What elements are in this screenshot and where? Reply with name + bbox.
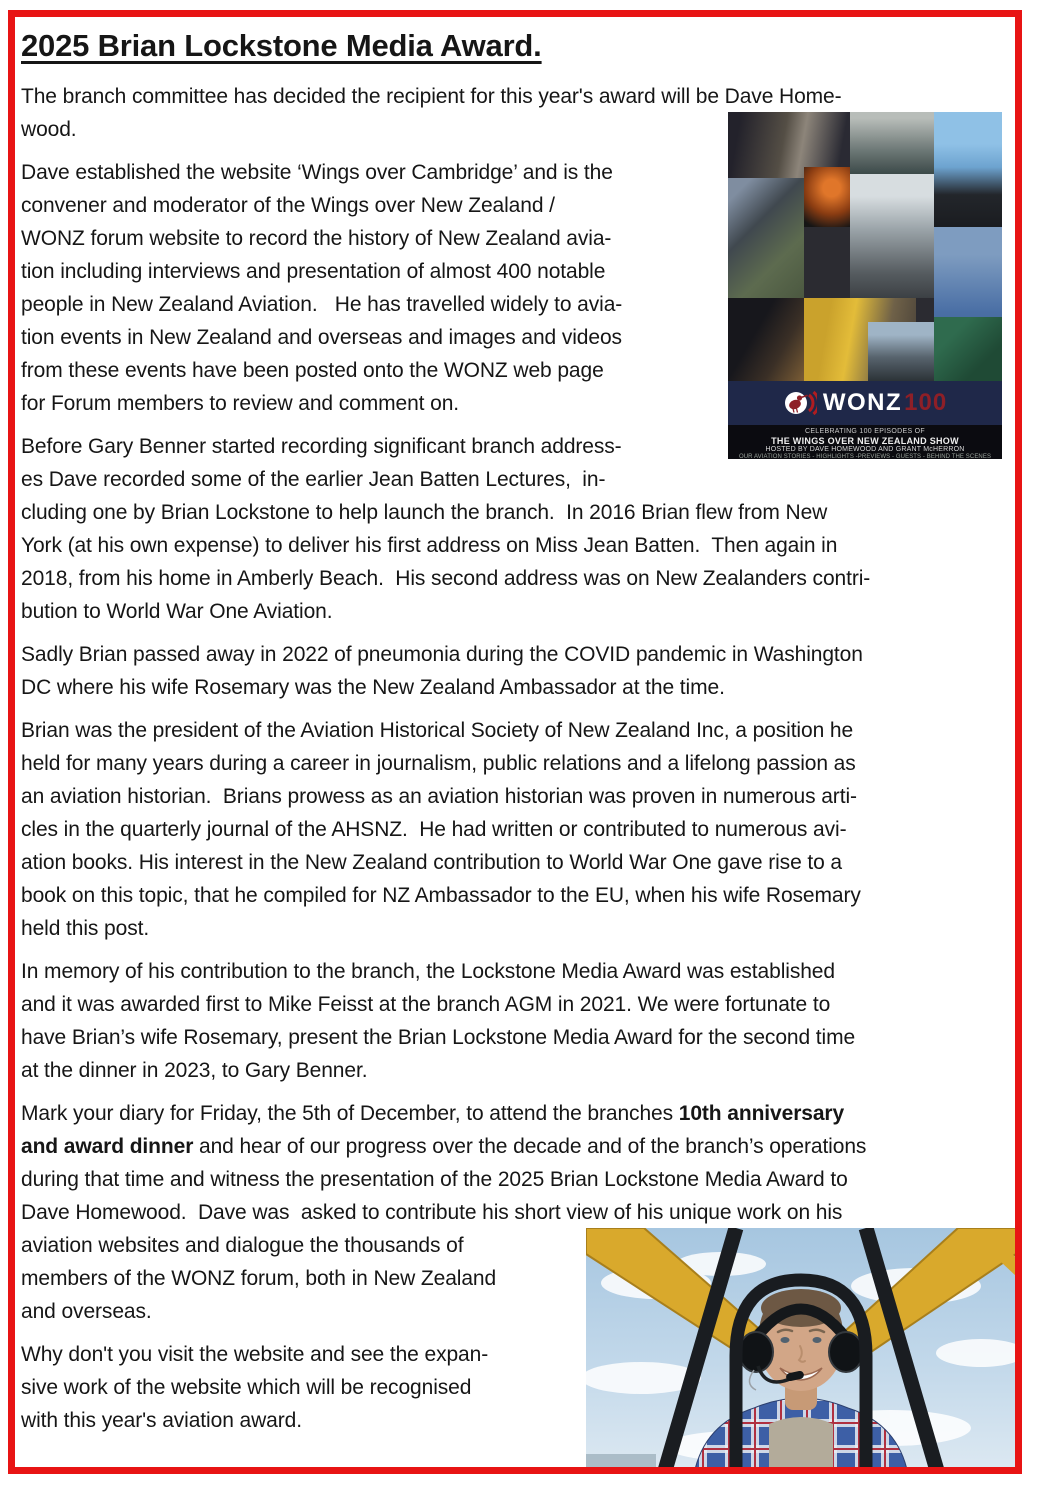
- banner-caption-line: CELEBRATING 100 EPISODES OF: [804, 428, 925, 435]
- collage-tile: [728, 178, 804, 298]
- paragraph: In memory of his contribution to the branch, the Lockstone Media Award was established and it was awarded first to Mike Feisst at the branch AGM in 2021. We were fortunate to have Brian’s wife Rosemary, present the Brian Lockstone Media Award for the second time at the dinner in 2023, to Gary Benner.: [21, 960, 856, 1082]
- wonz-brand-text: WONZ: [822, 389, 903, 416]
- collage-figure: [728, 112, 1002, 459]
- wonz-brand-number: 100: [904, 389, 948, 416]
- banner-caption-line: THE WINGS OVER NEW ZEALAND SHOW: [771, 436, 959, 446]
- wonz-logo-strip: [728, 381, 1002, 425]
- paragraph: Brian was the president of the Aviation Historical Society of New Zealand Inc, a position he held for many years during a career in journalism, public relations and a lifelong passion as an aviation historian. Brians prowess as an aviation historian was proven in numerous arti- cles in the quarterly journal of the AHSNZ. He had written or contributed to numerous avi- ation books. His interest in the New Zealand contribution to World War One gave rise to a book on this topic, that he compiled for NZ Ambassador to the EU, when his wife Rosemary held this post.: [21, 719, 861, 940]
- collage-tile: [850, 174, 934, 298]
- collage-tile: [934, 112, 1002, 227]
- paragraph: Dave established the website ‘Wings over Cambridge’ and is the convener and moderator of the Wings over New Zealand / WONZ forum website to record the history of New Zealand avia- tion including interviews and presentation of almost 400 notable people in New Zealand Aviation. He has travelled widely to avia- tion events in New Zealand and overseas and images and videos from these events have been posted onto the WONZ web page for Forum members to review and comment on.: [21, 161, 623, 415]
- paragraph: The branch committee has decided the recipient for this year's award will be Dave Home- wood.: [21, 85, 842, 141]
- kiwi-radio-icon: [783, 388, 817, 418]
- cockpit-photo: [586, 1228, 1016, 1474]
- collage-tile: [934, 317, 1002, 381]
- collage-tile: [850, 112, 934, 174]
- collage-tile: [868, 322, 934, 381]
- paragraph: Before Gary Benner started recording significant branch address- es Dave recorded some of the earlier Jean Batten Lectures, in- cluding one by Brian Lockstone to help launch the branch. In 2016 Brian flew from New York (at his own expense) to deliver his first address on Miss Jean Batten. Then again in 2018, from his home in Amberly Beach. His second address was on New Zealanders contri- bution to World War One Aviation.: [21, 435, 871, 623]
- cockpit-photo-illustration: [586, 1228, 1016, 1474]
- paragraph: Sadly Brian passed away in 2022 of pneumonia during the COVID pandemic in Washington DC where his wife Rosemary was the New Zealand Ambassador at the time.: [21, 643, 863, 699]
- paragraph: Mark your diary for Friday, the 5th of December, to attend the branches 10th anniversary and award dinner and hear of our progress over the decade and of the branch’s operations during that time and witness the presentation of the 2025 Brian Lockstone Media Award to Dave Homewood. Dave was asked to contribute his short view of his unique work on his aviation websites and dialogue the thousands of members of the WONZ forum, both in New Zealand and overseas.: [21, 1102, 867, 1323]
- wonz-banner: [728, 381, 1002, 459]
- collage-tile: [728, 298, 804, 381]
- collage-tile: [804, 167, 850, 227]
- article-title: 2025 Brian Lockstone Media Award.: [21, 28, 542, 63]
- paragraph: Why don't you visit the website and see the expan- sive work of the website which will be recognised with this year's aviation award.: [21, 1343, 489, 1432]
- banner-caption-line: HOSTED BY DAVE HOMEWOOD AND GRANT McHERRON: [765, 446, 965, 453]
- wonz-banner-captions: [728, 425, 1002, 459]
- banner-caption-line: OUR AVIATION STORIES - HIGHLIGHTS -PREVIEWS - GUESTS - BEHIND THE SCENES: [738, 454, 992, 460]
- collage-photo-grid: [728, 112, 1002, 381]
